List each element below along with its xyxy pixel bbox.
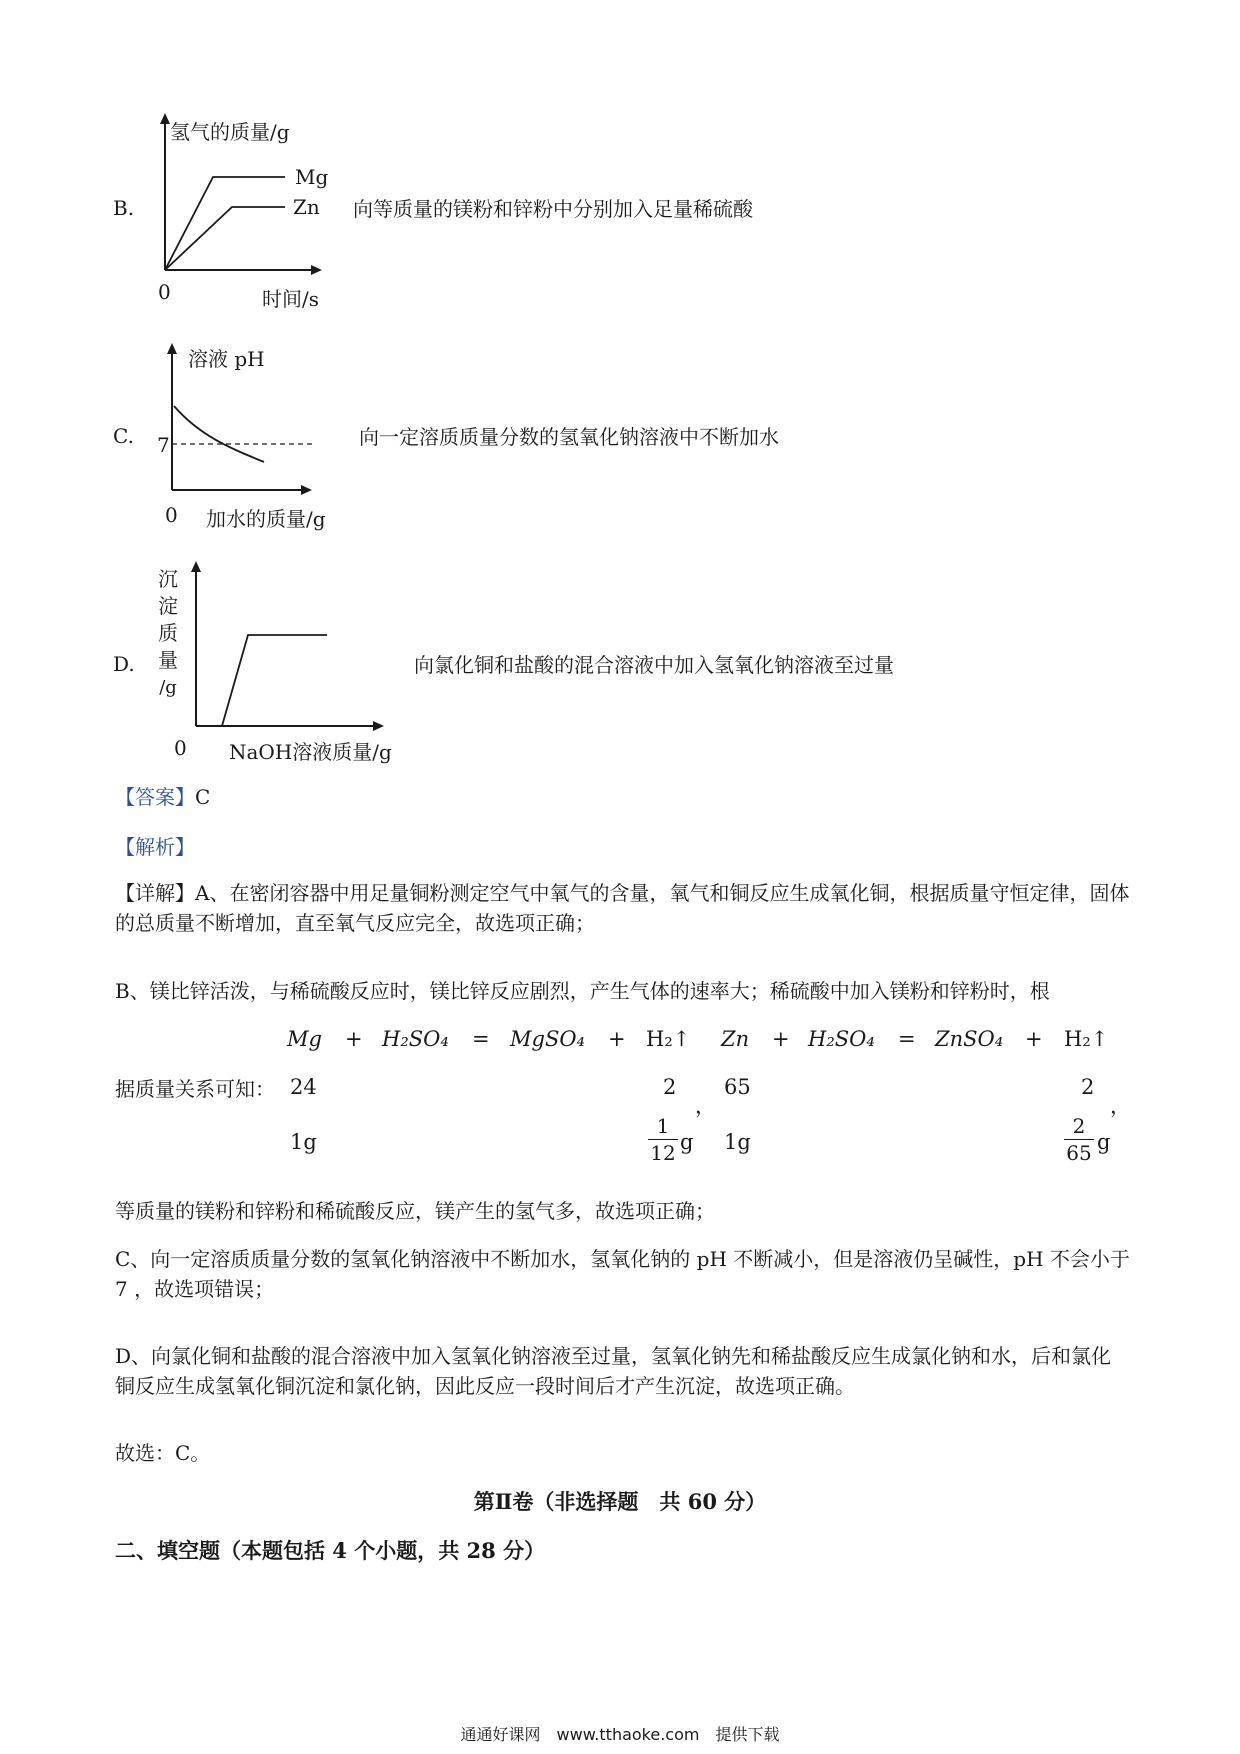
ph-curve [174,406,264,462]
eq2-given-mass: 1g [724,1130,751,1154]
eq2-mass-zn: 65 [724,1075,751,1099]
option-b-series-mg: Mg [295,165,329,189]
eq2-unit: g [1097,1130,1111,1154]
eq1-given-mass: 1g [290,1130,317,1154]
detail-b-prefix: 据质量关系可知： [115,1077,275,1101]
option-c-ph7-tick: 7 [157,433,170,457]
eq2-equals: = [898,1027,916,1051]
detail-b-conclusion: 等质量的镁粉和锌粉和稀硫酸反应，镁产生的氢气多，故选项正确； [115,1199,715,1223]
eq2-fraction: 2 65 [1064,1114,1094,1165]
option-c-origin: 0 [165,503,178,527]
option-b-origin: 0 [158,280,171,304]
eq1-reactant-mg: Mg [287,1027,322,1051]
detail-b-paragraph: B、镁比锌活泼，与稀硫酸反应时，镁比锌反应剧烈，产生气体的速率大；稀硫酸中加入镁粉和锌粉时，根 [115,979,1050,1003]
eq1-product-salt: MgSO₄ [510,1027,585,1051]
eq2-plus-2: + [1025,1027,1043,1051]
section-title: 第Ⅱ卷（非选择题 共 60 分） [473,1489,767,1514]
choice-line: 故选：C。 [115,1441,211,1465]
option-d-y-axis-label: 沉 淀 质 量 /g [158,567,178,698]
eq2-comma: ， [1110,1094,1131,1118]
eq2-reactant-zn: Zn [721,1027,750,1051]
zn-line [165,207,285,270]
detail-a-paragraph: 【详解】A、在密闭容器中用足量铜粉测定空气中氧气的含量，氧气和铜反应生成氧化铜，根据质量守恒定律，固体的总质量不断增加，直至氧气反应完全，故选项正确； [115,881,1130,935]
detail-d-paragraph: D、向氯化铜和盐酸的混合溶液中加入氢氧化钠溶液至过量，氢氧化钠先和稀盐酸反应生成氯化钠和水，后和氯化铜反应生成氢氧化铜沉淀和氯化钠，因此反应一段时间后才产生沉淀，故选项正确。 [115,1344,1112,1398]
eq1-unit: g [680,1130,694,1154]
option-b-x-axis-label: 时间/s [262,287,320,311]
option-b-label: B. [113,196,135,220]
option-c-x-axis-label: 加水的质量/g [206,507,326,531]
footer: 通通好课网 www.tthaoke.com 提供下载 [460,1725,780,1744]
part-title: 二、填空题（本题包括 4 个小题，共 28 分） [115,1538,546,1563]
answer-tag: 【答案】 [115,785,195,809]
mg-line [165,177,285,270]
option-d-x-axis-label: NaOH溶液质量/g [229,740,392,764]
detail-c-paragraph: C、向一定溶质质量分数的氢氧化钠溶液中不断加水，氢氧化钠的 pH 不断减小，但是溶液仍呈碱性，pH 不会小于 7 ，故选项错误； [115,1247,1130,1301]
eq2-plus-1: + [772,1027,790,1051]
eq2-product-salt: ZnSO₄ [935,1027,1004,1051]
eq1-product-h2: H₂↑ [646,1027,691,1051]
analysis-tag: 【解析】 [115,835,195,859]
eq1-comma: ， [695,1094,716,1118]
option-c-label: C. [113,424,134,448]
eq1-mass-h2: 2 [663,1075,677,1099]
eq1-equals: = [472,1027,490,1051]
eq1-fraction: 1 12 [648,1114,678,1165]
eq2-reactant-acid: H₂SO₄ [808,1027,875,1051]
option-d-chart [170,556,400,736]
eq1-plus-1: + [345,1027,363,1051]
eq1-mass-mg: 24 [290,1075,317,1099]
option-d-description: 向氯化铜和盐酸的混合溶液中加入氢氧化钠溶液至过量 [414,653,894,677]
eq2-mass-h2: 2 [1081,1075,1095,1099]
option-d-label: D. [113,652,135,676]
option-d-origin: 0 [174,736,187,760]
answer-line [115,784,210,810]
option-b-series-zn: Zn [293,195,320,219]
eq2-product-h2: H₂↑ [1064,1027,1109,1051]
eq1-plus-2: + [608,1027,626,1051]
option-b-description: 向等质量的镁粉和锌粉中分别加入足量稀硫酸 [353,197,753,221]
precipitate-line [222,635,327,726]
eq1-reactant-acid: H₂SO₄ [382,1027,449,1051]
option-b-y-axis-label: 氢气的质量/g [170,120,290,144]
option-c-y-axis-label: 溶液 pH [188,347,265,371]
answer-value: C [195,785,211,809]
option-c-description: 向一定溶质质量分数的氢氧化钠溶液中不断加水 [359,425,779,449]
